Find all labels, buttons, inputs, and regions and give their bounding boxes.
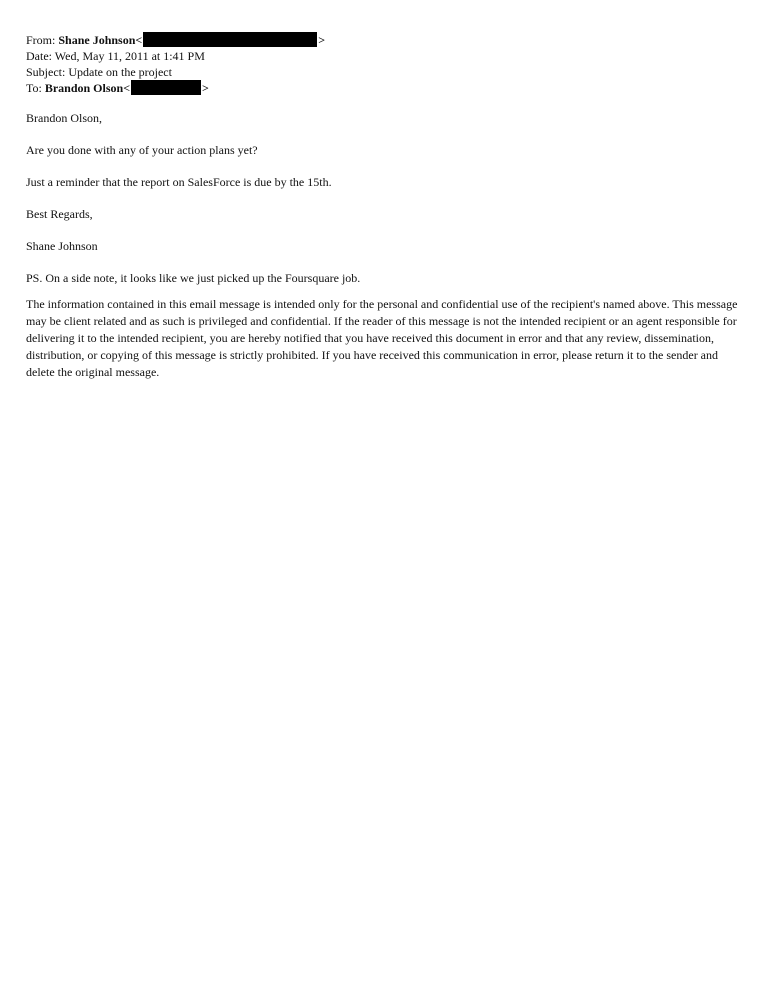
to-name: Brandon Olson (44, 81, 124, 95)
email-document (26, 32, 746, 381)
date-line: Date: Wed, May 11, 2011 at 1:41 PM (26, 49, 205, 63)
to-open-bracket: < (123, 81, 131, 95)
question-paragraph: Are you done with any of your action plans yet? (26, 143, 258, 157)
to-close-bracket: > (202, 81, 209, 95)
from-line (26, 32, 746, 48)
reminder-paragraph: Just a reminder that the report on SalesForce is due by the 15th. (26, 175, 332, 189)
redacted-sender-email (143, 32, 317, 47)
from-name: Shane Johnson (58, 33, 136, 47)
to-label: To: (26, 81, 42, 95)
greeting: Brandon Olson, (26, 111, 102, 125)
closing: Best Regards, (26, 207, 93, 221)
postscript: PS. On a side note, it looks like we just picked up the Foursquare job. (26, 271, 361, 285)
from-close-bracket: > (318, 33, 326, 47)
signature: Shane Johnson (26, 239, 98, 253)
to-line (26, 80, 746, 96)
subject-line: Subject: Update on the project (26, 65, 172, 79)
from-label: From: (26, 33, 56, 47)
from-open-bracket: < (135, 33, 143, 47)
redacted-recipient-email (131, 80, 201, 95)
confidentiality-disclaimer: The information contained in this email message is intended only for the personal and confidential use of the recipient's named above. This message may be client related and as such is privileged and confidential. If the reader of this message is not the intended recipient or an agent responsible for delivering it to the intended recipient, you are hereby notified that you have received this document in error and that any review, dissemination, distribution, or copying of this message is strictly prohibited. If you have received this communication in error, please return it to the sender and delete the original message. (26, 297, 738, 379)
